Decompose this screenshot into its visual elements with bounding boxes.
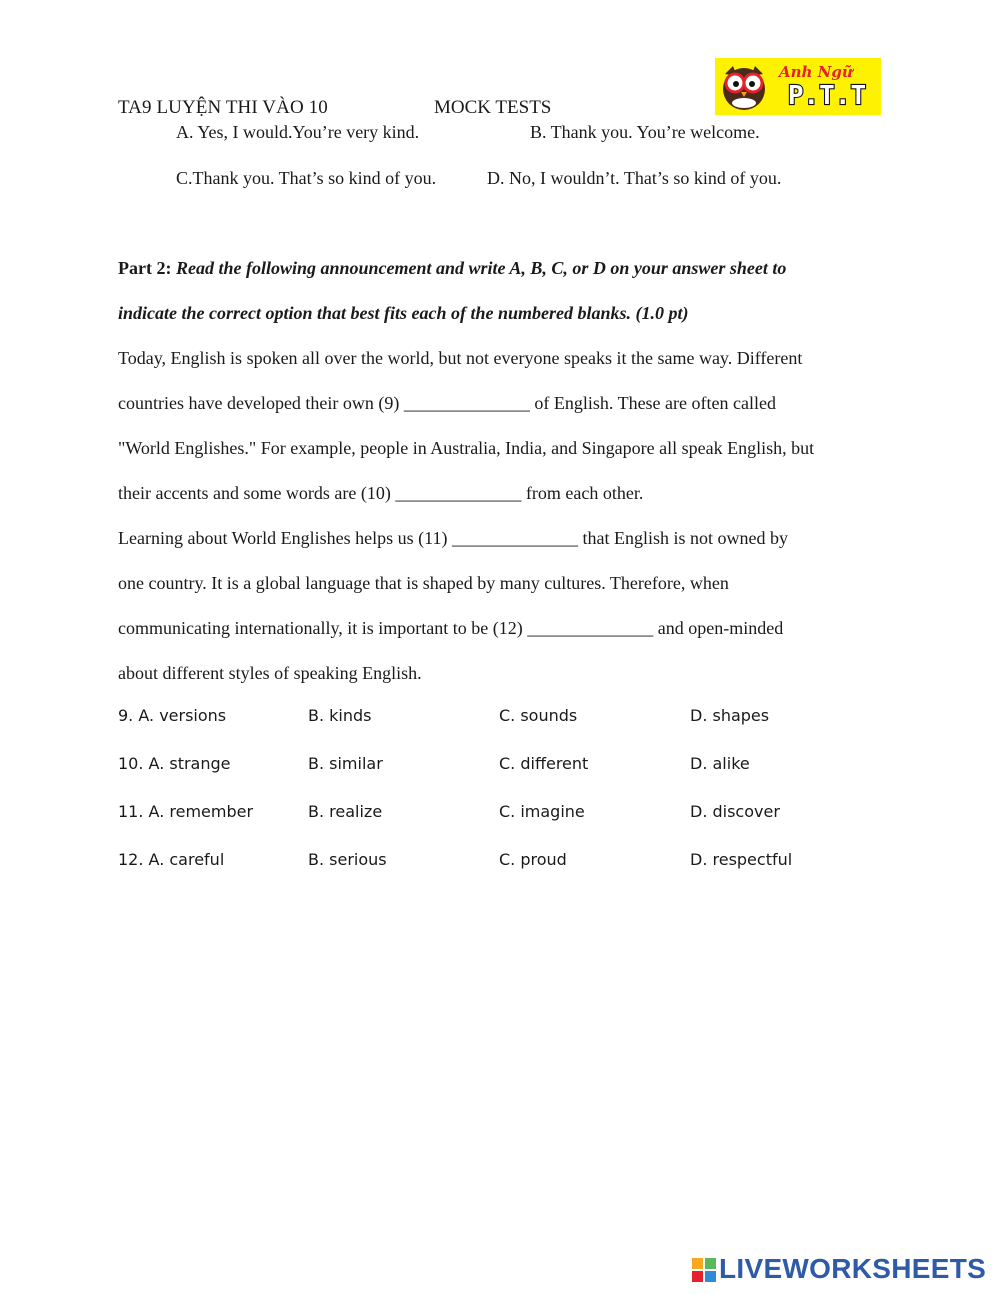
option-d: D. alike xyxy=(690,754,750,773)
option-a: 9. A. versions xyxy=(118,706,227,725)
anh-ngu-ptt-logo xyxy=(715,58,881,115)
test-title: MOCK TESTS xyxy=(434,97,552,118)
option-c: C. sounds xyxy=(499,706,578,725)
option-c: C. proud xyxy=(499,850,567,869)
option-b: B. realize xyxy=(308,802,383,821)
option-b: B. similar xyxy=(308,754,383,773)
passage-line: "World Englishes." For example, people in Australia, India, and Singapore all speak English, but xyxy=(118,438,815,458)
option-a: 11. A. remember xyxy=(118,802,254,821)
part2-instruction: Read the following announcement and write A, B, C, or D on your answer sheet to xyxy=(175,258,787,278)
part2-heading-line2: indicate the correct option that best fits each of the numbered blanks. (1.0 pt) xyxy=(118,303,689,323)
option-d: D. respectful xyxy=(690,850,793,869)
passage-line: Today, English is spoken all over the world, but not everyone speaks it the same way. Different xyxy=(118,348,803,368)
option-c: C. imagine xyxy=(499,802,585,821)
part2-label: Part 2: xyxy=(118,258,172,278)
logo-subtitle: Anh Ngữ xyxy=(779,63,853,81)
passage-line: one country. It is a global language that is shaped by many cultures. Therefore, when xyxy=(118,573,729,593)
prev-option-a: A. Yes, I would.You’re very kind. xyxy=(176,122,420,142)
course-title: TA9 LUYỆN THI VÀO 10 xyxy=(118,97,328,118)
liveworksheets-logo-text: LIVEWORKSHEETS xyxy=(719,1253,987,1284)
option-b: B. kinds xyxy=(308,706,372,725)
option-d: D. shapes xyxy=(690,706,770,725)
passage-line: Learning about World Englishes helps us (11) ______________ that English is not owned by xyxy=(118,528,788,548)
option-b: B. serious xyxy=(308,850,387,869)
prev-option-d: D. No, I wouldn’t. That’s so kind of you. xyxy=(487,168,782,188)
part2-heading-line1 xyxy=(118,258,786,279)
logo-ptt-label: P.T.T xyxy=(787,81,867,110)
passage-line: about different styles of speaking English. xyxy=(118,663,422,683)
option-a: 12. A. careful xyxy=(118,850,225,869)
prev-option-b: B. Thank you. You’re welcome. xyxy=(530,122,760,142)
prev-option-c: C.Thank you. That’s so kind of you. xyxy=(176,168,437,188)
passage-line: their accents and some words are (10) ______________ from each other. xyxy=(118,483,644,503)
passage-line: communicating internationally, it is important to be (12) ______________ and open-minded xyxy=(118,618,784,638)
option-a: 10. A. strange xyxy=(118,754,231,773)
option-c: C. different xyxy=(499,754,589,773)
option-d: D. discover xyxy=(690,802,780,821)
owl-icon xyxy=(719,62,769,111)
logo-ptt-text xyxy=(775,80,879,110)
passage-line: countries have developed their own (9) ______________ of English. These are often called xyxy=(118,393,776,413)
liveworksheets-badge-icon xyxy=(692,1258,716,1282)
